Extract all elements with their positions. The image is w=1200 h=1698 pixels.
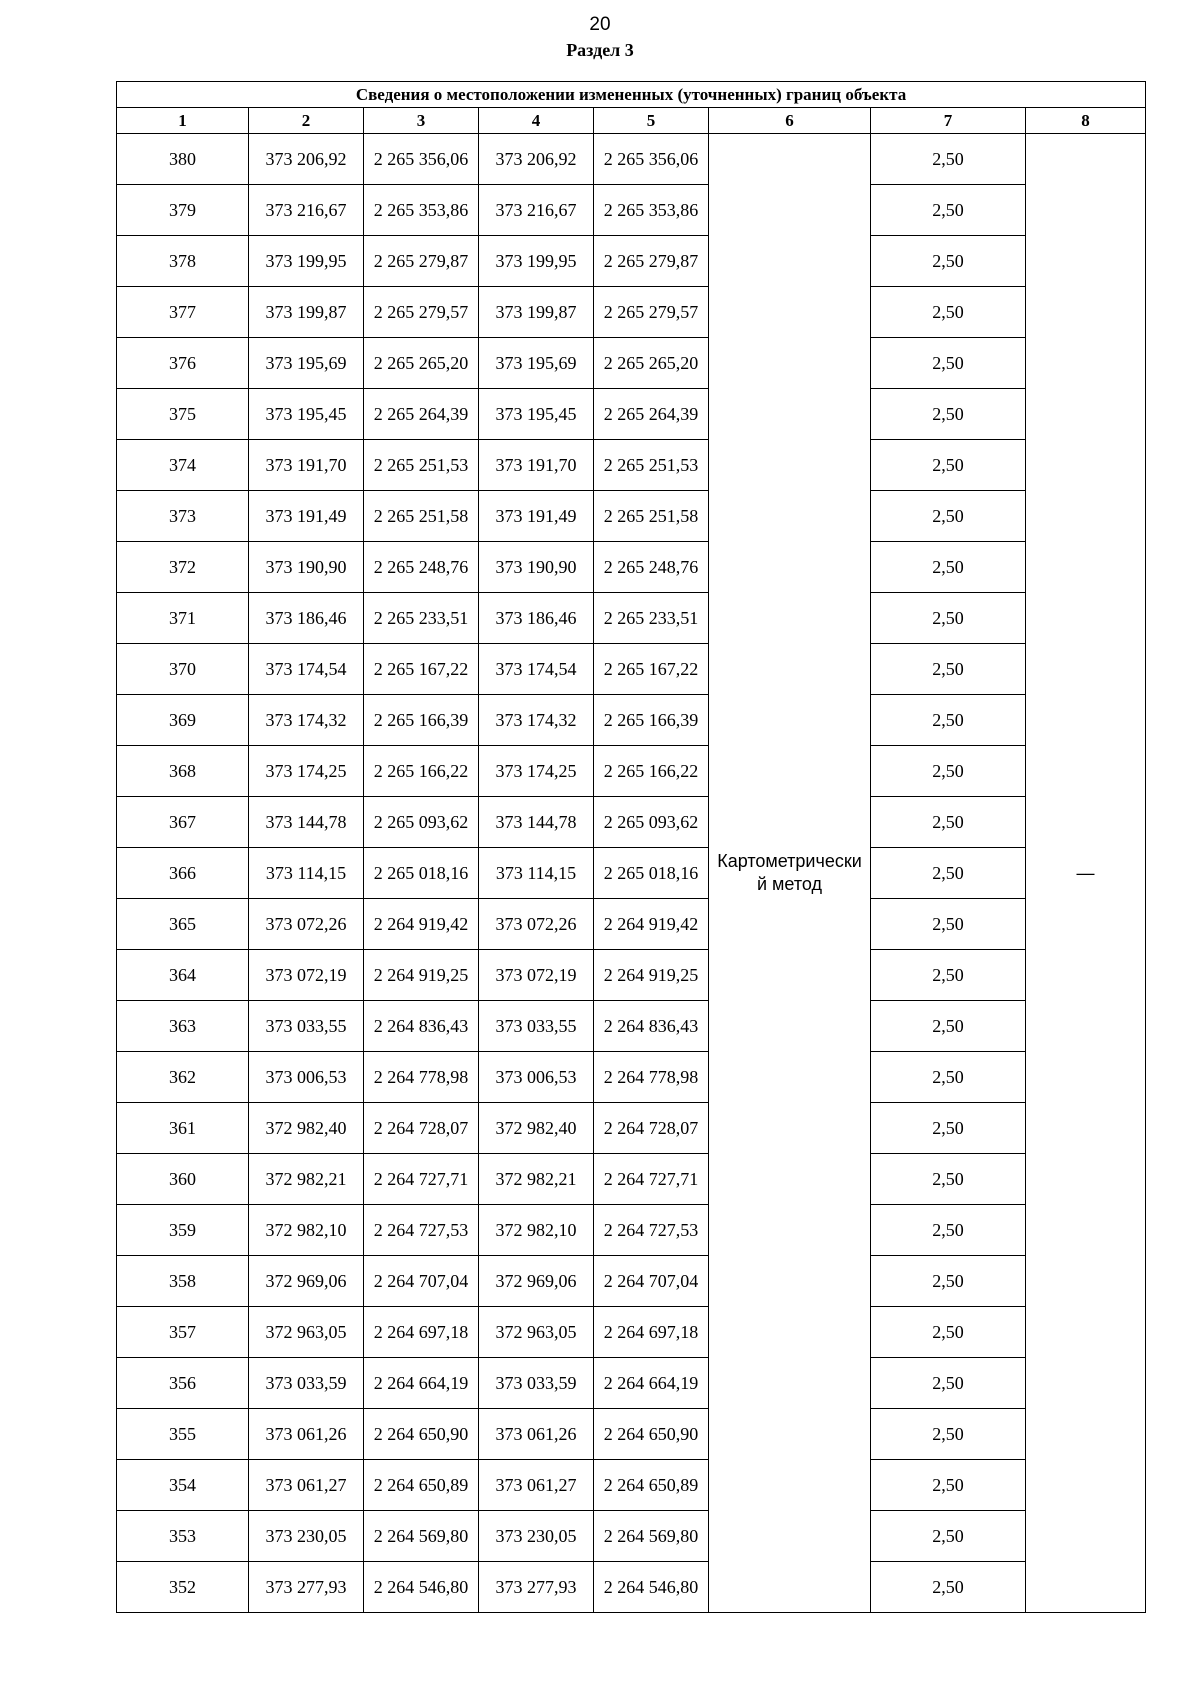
y-coordinate-new: 2 264 569,80 xyxy=(594,1511,709,1562)
method-cell xyxy=(709,134,871,1613)
y-coordinate: 2 265 166,39 xyxy=(364,695,479,746)
table-row xyxy=(117,338,1146,389)
accuracy-value: 2,50 xyxy=(871,644,1026,695)
x-coordinate: 373 174,54 xyxy=(249,644,364,695)
x-coordinate: 373 277,93 xyxy=(249,1562,364,1613)
point-number: 378 xyxy=(117,236,249,287)
point-number: 360 xyxy=(117,1154,249,1205)
point-number: 353 xyxy=(117,1511,249,1562)
accuracy-value: 2,50 xyxy=(871,1205,1026,1256)
column-number-8: 8 xyxy=(1026,108,1146,134)
column-number-1: 1 xyxy=(117,108,249,134)
y-coordinate: 2 265 248,76 xyxy=(364,542,479,593)
accuracy-value: 2,50 xyxy=(871,1154,1026,1205)
table-row xyxy=(117,797,1146,848)
point-number: 364 xyxy=(117,950,249,1001)
y-coordinate-new: 2 264 697,18 xyxy=(594,1307,709,1358)
point-number: 379 xyxy=(117,185,249,236)
y-coordinate-new: 2 265 018,16 xyxy=(594,848,709,899)
point-number: 375 xyxy=(117,389,249,440)
y-coordinate: 2 264 546,80 xyxy=(364,1562,479,1613)
x-coordinate-new: 372 963,05 xyxy=(479,1307,594,1358)
x-coordinate: 373 033,55 xyxy=(249,1001,364,1052)
x-coordinate-new: 372 969,06 xyxy=(479,1256,594,1307)
x-coordinate-new: 373 216,67 xyxy=(479,185,594,236)
point-number: 376 xyxy=(117,338,249,389)
point-number: 371 xyxy=(117,593,249,644)
accuracy-value: 2,50 xyxy=(871,1103,1026,1154)
table-row xyxy=(117,695,1146,746)
boundary-table xyxy=(116,81,1146,1613)
y-coordinate: 2 265 353,86 xyxy=(364,185,479,236)
section-title: Раздел 3 xyxy=(566,40,634,60)
y-coordinate: 2 265 018,16 xyxy=(364,848,479,899)
point-number: 357 xyxy=(117,1307,249,1358)
y-coordinate-new: 2 265 279,57 xyxy=(594,287,709,338)
table-row xyxy=(117,1052,1146,1103)
y-coordinate-new: 2 264 727,71 xyxy=(594,1154,709,1205)
y-coordinate: 2 264 728,07 xyxy=(364,1103,479,1154)
column-number-2: 2 xyxy=(249,108,364,134)
column-number-7: 7 xyxy=(871,108,1026,134)
y-coordinate: 2 265 279,57 xyxy=(364,287,479,338)
table-row xyxy=(117,950,1146,1001)
x-coordinate: 373 195,45 xyxy=(249,389,364,440)
table-title: Сведения о местоположении измененных (уточненных) границ объекта xyxy=(117,82,1146,108)
y-coordinate: 2 264 650,90 xyxy=(364,1409,479,1460)
point-number: 358 xyxy=(117,1256,249,1307)
y-coordinate: 2 265 166,22 xyxy=(364,746,479,797)
column-number-3: 3 xyxy=(364,108,479,134)
x-coordinate-new: 373 174,54 xyxy=(479,644,594,695)
table-row xyxy=(117,1001,1146,1052)
accuracy-value: 2,50 xyxy=(871,797,1026,848)
table-row xyxy=(117,389,1146,440)
y-coordinate-new: 2 264 664,19 xyxy=(594,1358,709,1409)
table-row xyxy=(117,1154,1146,1205)
x-coordinate-new: 373 072,19 xyxy=(479,950,594,1001)
y-coordinate-new: 2 264 728,07 xyxy=(594,1103,709,1154)
accuracy-value: 2,50 xyxy=(871,899,1026,950)
y-coordinate-new: 2 265 251,53 xyxy=(594,440,709,491)
x-coordinate: 373 174,25 xyxy=(249,746,364,797)
x-coordinate-new: 373 195,45 xyxy=(479,389,594,440)
method-text: Картометрический метод xyxy=(717,851,862,894)
y-coordinate: 2 265 251,58 xyxy=(364,491,479,542)
table-row xyxy=(117,236,1146,287)
y-coordinate-new: 2 265 167,22 xyxy=(594,644,709,695)
y-coordinate-new: 2 265 166,39 xyxy=(594,695,709,746)
x-coordinate-new: 373 206,92 xyxy=(479,134,594,185)
y-coordinate: 2 265 167,22 xyxy=(364,644,479,695)
y-coordinate-new: 2 265 093,62 xyxy=(594,797,709,848)
x-coordinate: 372 982,40 xyxy=(249,1103,364,1154)
x-coordinate: 372 982,21 xyxy=(249,1154,364,1205)
table-row xyxy=(117,542,1146,593)
x-coordinate-new: 373 061,26 xyxy=(479,1409,594,1460)
accuracy-value: 2,50 xyxy=(871,287,1026,338)
x-coordinate: 373 191,49 xyxy=(249,491,364,542)
y-coordinate: 2 264 919,42 xyxy=(364,899,479,950)
y-coordinate: 2 265 233,51 xyxy=(364,593,479,644)
y-coordinate: 2 264 778,98 xyxy=(364,1052,479,1103)
point-number: 361 xyxy=(117,1103,249,1154)
y-coordinate-new: 2 265 356,06 xyxy=(594,134,709,185)
table-row xyxy=(117,1460,1146,1511)
accuracy-value: 2,50 xyxy=(871,185,1026,236)
x-coordinate-new: 373 190,90 xyxy=(479,542,594,593)
y-coordinate: 2 265 279,87 xyxy=(364,236,479,287)
y-coordinate: 2 264 569,80 xyxy=(364,1511,479,1562)
y-coordinate: 2 264 664,19 xyxy=(364,1358,479,1409)
point-number: 367 xyxy=(117,797,249,848)
y-coordinate: 2 264 727,71 xyxy=(364,1154,479,1205)
table-row xyxy=(117,185,1146,236)
point-number: 352 xyxy=(117,1562,249,1613)
table-row xyxy=(117,848,1146,899)
table-row xyxy=(117,1103,1146,1154)
x-coordinate: 373 061,26 xyxy=(249,1409,364,1460)
x-coordinate-new: 373 199,95 xyxy=(479,236,594,287)
accuracy-value: 2,50 xyxy=(871,950,1026,1001)
point-number: 377 xyxy=(117,287,249,338)
y-coordinate-new: 2 264 650,89 xyxy=(594,1460,709,1511)
table-row xyxy=(117,1409,1146,1460)
x-coordinate: 373 033,59 xyxy=(249,1358,364,1409)
table-row xyxy=(117,593,1146,644)
x-coordinate-new: 373 006,53 xyxy=(479,1052,594,1103)
point-number: 354 xyxy=(117,1460,249,1511)
accuracy-value: 2,50 xyxy=(871,1358,1026,1409)
table-row xyxy=(117,1205,1146,1256)
x-coordinate: 373 191,70 xyxy=(249,440,364,491)
y-coordinate-new: 2 265 353,86 xyxy=(594,185,709,236)
point-number: 362 xyxy=(117,1052,249,1103)
x-coordinate: 373 186,46 xyxy=(249,593,364,644)
y-coordinate-new: 2 264 919,25 xyxy=(594,950,709,1001)
point-number: 355 xyxy=(117,1409,249,1460)
accuracy-value: 2,50 xyxy=(871,134,1026,185)
column-8-value: — xyxy=(1026,134,1146,1613)
y-coordinate-new: 2 265 251,58 xyxy=(594,491,709,542)
y-coordinate-new: 2 264 727,53 xyxy=(594,1205,709,1256)
table-row xyxy=(117,1307,1146,1358)
x-coordinate-new: 373 199,87 xyxy=(479,287,594,338)
accuracy-value: 2,50 xyxy=(871,1307,1026,1358)
accuracy-value: 2,50 xyxy=(871,440,1026,491)
x-coordinate: 372 969,06 xyxy=(249,1256,364,1307)
x-coordinate: 373 190,90 xyxy=(249,542,364,593)
x-coordinate-new: 373 144,78 xyxy=(479,797,594,848)
y-coordinate-new: 2 265 264,39 xyxy=(594,389,709,440)
table-row xyxy=(117,440,1146,491)
accuracy-value: 2,50 xyxy=(871,848,1026,899)
x-coordinate: 372 982,10 xyxy=(249,1205,364,1256)
y-coordinate: 2 264 727,53 xyxy=(364,1205,479,1256)
x-coordinate-new: 373 191,49 xyxy=(479,491,594,542)
accuracy-value: 2,50 xyxy=(871,491,1026,542)
table-row xyxy=(117,1358,1146,1409)
table-row xyxy=(117,899,1146,950)
x-coordinate-new: 373 061,27 xyxy=(479,1460,594,1511)
accuracy-value: 2,50 xyxy=(871,746,1026,797)
x-coordinate: 373 206,92 xyxy=(249,134,364,185)
y-coordinate: 2 264 919,25 xyxy=(364,950,479,1001)
y-coordinate: 2 264 697,18 xyxy=(364,1307,479,1358)
table-row xyxy=(117,746,1146,797)
table-row xyxy=(117,134,1146,185)
y-coordinate: 2 264 650,89 xyxy=(364,1460,479,1511)
point-number: 366 xyxy=(117,848,249,899)
y-coordinate-new: 2 265 248,76 xyxy=(594,542,709,593)
x-coordinate: 372 963,05 xyxy=(249,1307,364,1358)
x-coordinate: 373 144,78 xyxy=(249,797,364,848)
column-number-6: 6 xyxy=(709,108,871,134)
x-coordinate-new: 372 982,21 xyxy=(479,1154,594,1205)
x-coordinate: 373 230,05 xyxy=(249,1511,364,1562)
x-coordinate-new: 372 982,10 xyxy=(479,1205,594,1256)
y-coordinate: 2 264 707,04 xyxy=(364,1256,479,1307)
column-number-4: 4 xyxy=(479,108,594,134)
y-coordinate-new: 2 264 778,98 xyxy=(594,1052,709,1103)
point-number: 365 xyxy=(117,899,249,950)
accuracy-value: 2,50 xyxy=(871,338,1026,389)
y-coordinate-new: 2 265 265,20 xyxy=(594,338,709,389)
y-coordinate-new: 2 265 166,22 xyxy=(594,746,709,797)
point-number: 373 xyxy=(117,491,249,542)
accuracy-value: 2,50 xyxy=(871,1562,1026,1613)
x-coordinate-new: 373 174,32 xyxy=(479,695,594,746)
point-number: 380 xyxy=(117,134,249,185)
x-coordinate-new: 372 982,40 xyxy=(479,1103,594,1154)
x-coordinate-new: 373 033,59 xyxy=(479,1358,594,1409)
x-coordinate-new: 373 230,05 xyxy=(479,1511,594,1562)
y-coordinate: 2 265 265,20 xyxy=(364,338,479,389)
x-coordinate: 373 174,32 xyxy=(249,695,364,746)
accuracy-value: 2,50 xyxy=(871,1001,1026,1052)
y-coordinate-new: 2 264 650,90 xyxy=(594,1409,709,1460)
table-row xyxy=(117,491,1146,542)
accuracy-value: 2,50 xyxy=(871,1511,1026,1562)
y-coordinate-new: 2 264 546,80 xyxy=(594,1562,709,1613)
point-number: 363 xyxy=(117,1001,249,1052)
x-coordinate-new: 373 195,69 xyxy=(479,338,594,389)
x-coordinate-new: 373 033,55 xyxy=(479,1001,594,1052)
point-number: 369 xyxy=(117,695,249,746)
accuracy-value: 2,50 xyxy=(871,236,1026,287)
y-coordinate: 2 265 251,53 xyxy=(364,440,479,491)
y-coordinate-new: 2 264 836,43 xyxy=(594,1001,709,1052)
x-coordinate: 373 072,26 xyxy=(249,899,364,950)
accuracy-value: 2,50 xyxy=(871,1052,1026,1103)
x-coordinate-new: 373 277,93 xyxy=(479,1562,594,1613)
x-coordinate: 373 216,67 xyxy=(249,185,364,236)
y-coordinate-new: 2 264 919,42 xyxy=(594,899,709,950)
x-coordinate: 373 199,87 xyxy=(249,287,364,338)
table-row xyxy=(117,1511,1146,1562)
column-number-5: 5 xyxy=(594,108,709,134)
accuracy-value: 2,50 xyxy=(871,695,1026,746)
x-coordinate-new: 373 072,26 xyxy=(479,899,594,950)
accuracy-value: 2,50 xyxy=(871,389,1026,440)
x-coordinate: 373 061,27 xyxy=(249,1460,364,1511)
accuracy-value: 2,50 xyxy=(871,593,1026,644)
x-coordinate: 373 072,19 xyxy=(249,950,364,1001)
table-row xyxy=(117,1256,1146,1307)
y-coordinate: 2 264 836,43 xyxy=(364,1001,479,1052)
x-coordinate: 373 114,15 xyxy=(249,848,364,899)
accuracy-value: 2,50 xyxy=(871,1409,1026,1460)
y-coordinate: 2 265 356,06 xyxy=(364,134,479,185)
page-number: 20 xyxy=(589,14,611,35)
point-number: 374 xyxy=(117,440,249,491)
x-coordinate-new: 373 186,46 xyxy=(479,593,594,644)
accuracy-value: 2,50 xyxy=(871,542,1026,593)
table-body xyxy=(117,134,1146,1613)
accuracy-value: 2,50 xyxy=(871,1256,1026,1307)
x-coordinate: 373 199,95 xyxy=(249,236,364,287)
x-coordinate: 373 195,69 xyxy=(249,338,364,389)
point-number: 359 xyxy=(117,1205,249,1256)
y-coordinate: 2 265 093,62 xyxy=(364,797,479,848)
y-coordinate-new: 2 265 279,87 xyxy=(594,236,709,287)
table-row xyxy=(117,287,1146,338)
y-coordinate-new: 2 264 707,04 xyxy=(594,1256,709,1307)
accuracy-value: 2,50 xyxy=(871,1460,1026,1511)
y-coordinate-new: 2 265 233,51 xyxy=(594,593,709,644)
point-number: 368 xyxy=(117,746,249,797)
point-number: 372 xyxy=(117,542,249,593)
x-coordinate: 373 006,53 xyxy=(249,1052,364,1103)
y-coordinate: 2 265 264,39 xyxy=(364,389,479,440)
table-row xyxy=(117,644,1146,695)
table-row xyxy=(117,1562,1146,1613)
point-number: 356 xyxy=(117,1358,249,1409)
x-coordinate-new: 373 114,15 xyxy=(479,848,594,899)
point-number: 370 xyxy=(117,644,249,695)
x-coordinate-new: 373 191,70 xyxy=(479,440,594,491)
x-coordinate-new: 373 174,25 xyxy=(479,746,594,797)
